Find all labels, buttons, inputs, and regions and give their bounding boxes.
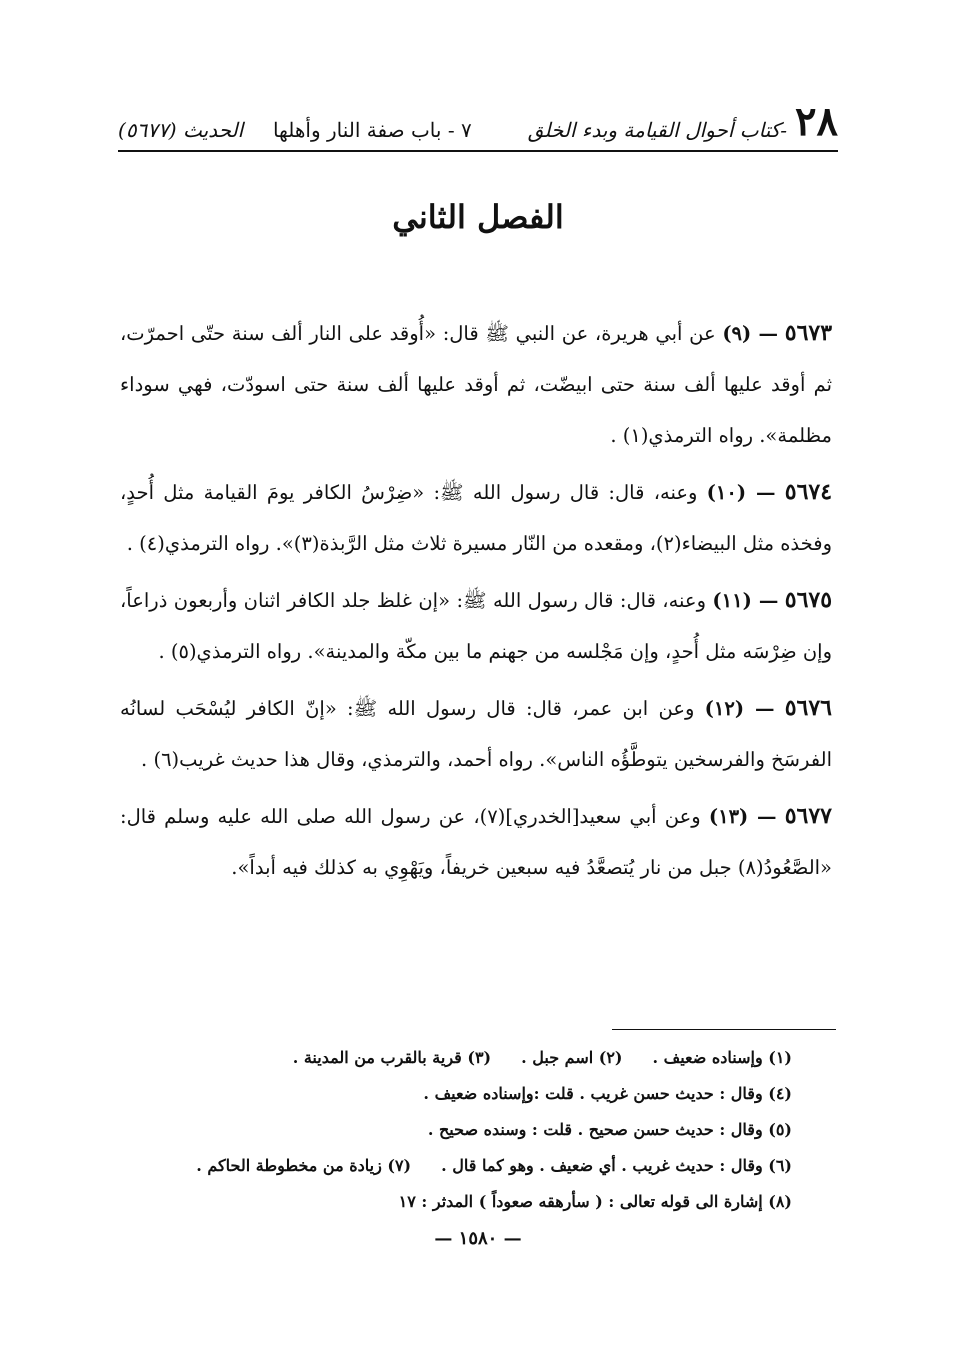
footnote: (٨) إشارة الى قوله تعالى : ( سأرهقه صعوداً ) المدثر : ١٧ [398,1192,792,1211]
hadith-reference: — (١١) [712,589,779,612]
hadith-number: ٥٦٧٤ [784,479,833,505]
footnote-divider [612,1029,836,1030]
hadith-number: ٥٦٧٥ [784,587,833,613]
running-header [118,92,838,152]
hadith-number: ٥٦٧٣ [784,320,833,346]
hadith-entry [120,791,832,893]
footnote-row [124,1040,792,1076]
hadith-text: وعن أبي سعيد[الخدري](٧)، عن رسول الله صلى الله عليه وسلم قال: «الصَّعُودُ(٨) جبل من نار يُتصعَّدُ فيه سبعين خريفاً، ويَهْوِي به كذلك فيه أبداً». [120,805,832,879]
hadith-entry [120,308,832,461]
hadith-text: وعنه، قال: قال رسول الله ﷺ: «إن غلظ جلد الكافر اثنان وأربعون ذراعاً، وإن ضِرْسَه مثل أُحدٍ، وإن مَجْلسه من جهنم ما بين مكّة والمدينة». رواه الترمذي(٥) . [120,589,832,663]
footnote-row [124,1076,792,1112]
footnote: (٥) وقال : حديث حسن صحيح . قلت : وسنده صحيح . [427,1120,792,1139]
hadith-text: عن أبي هريرة، عن النبي ﷺ قال: «أُوقد على النار ألف سنة حتّى احمرّت، ثم أوقد عليها ألف سنة حتى ابيضّت، ثم أوقد عليها ألف سنة حتى اسودّت، فهي سوداء مظلمة». رواه الترمذي(١) . [120,322,832,447]
hadith-text: وعن ابن عمر، قال: قال رسول الله ﷺ: «إنّ الكافر ليُسْحَب لسانُه الفرسَخ والفرسخين يتوطَّؤُه الناس». رواه أحمد، والترمذي، وقال هذا حديث غريب(٦) . [120,697,832,771]
page-number: — ١٥٨٠ — [434,1228,522,1249]
header-chapter-title: ٧ - باب صفة النار وأهلها [272,118,472,142]
hadith-entry [120,575,832,677]
hadith-reference: — (١٠) [706,481,776,504]
hadith-reference: — (١٣) [708,805,777,828]
header-page-label: ٢٨ [795,98,838,145]
hadith-number: ٥٦٧٦ [784,695,832,721]
footnote-row [124,1112,792,1148]
hadith-number: ٥٦٧٧ [784,803,832,829]
hadith-text: وعنه، قال: قال رسول الله ﷺ: «ضِرْسُ الكافر يومَ القيامة مثل أُحدٍ، وفخذه مثل البيضاء(٢)، ومقعده من النّار مسيرة ثلاث مثل الرَّبذة(٣)». رواه الترمذي(٤) . [120,481,832,555]
hadith-entry [120,467,832,569]
section-title: الفصل الثاني [392,198,564,236]
hadith-body [120,308,832,899]
footnotes [124,1040,792,1220]
hadith-reference: — (٩) [722,322,779,345]
footnote-row [124,1148,792,1184]
hadith-entry [120,683,832,785]
footnote: (٧) زيادة من مخطوطة الحاكم . [196,1156,412,1175]
footnote: (٤) وقال : حديث حسن غريب . قلت :وإسناده ضعيف . [423,1084,792,1103]
header-book-title: -كتاب أحوال القيامة وبدء الخلق [527,118,788,142]
footnote: (١) وإسناده ضعيف . [652,1048,792,1067]
footnote: (٦) وقال : حديث غريب . أي ضعيف . وهو كما قال . [441,1156,792,1175]
footnote: (٣) قرية بالقرب من المدينة . [292,1048,492,1067]
footnote: (٢) اسم جبل . [521,1048,623,1067]
header-hadith-range: الحديث (٥٦٧٧) [118,118,244,142]
hadith-reference: — (١٢) [704,697,775,720]
header-book-group [272,98,838,145]
footnote-row [124,1184,792,1220]
